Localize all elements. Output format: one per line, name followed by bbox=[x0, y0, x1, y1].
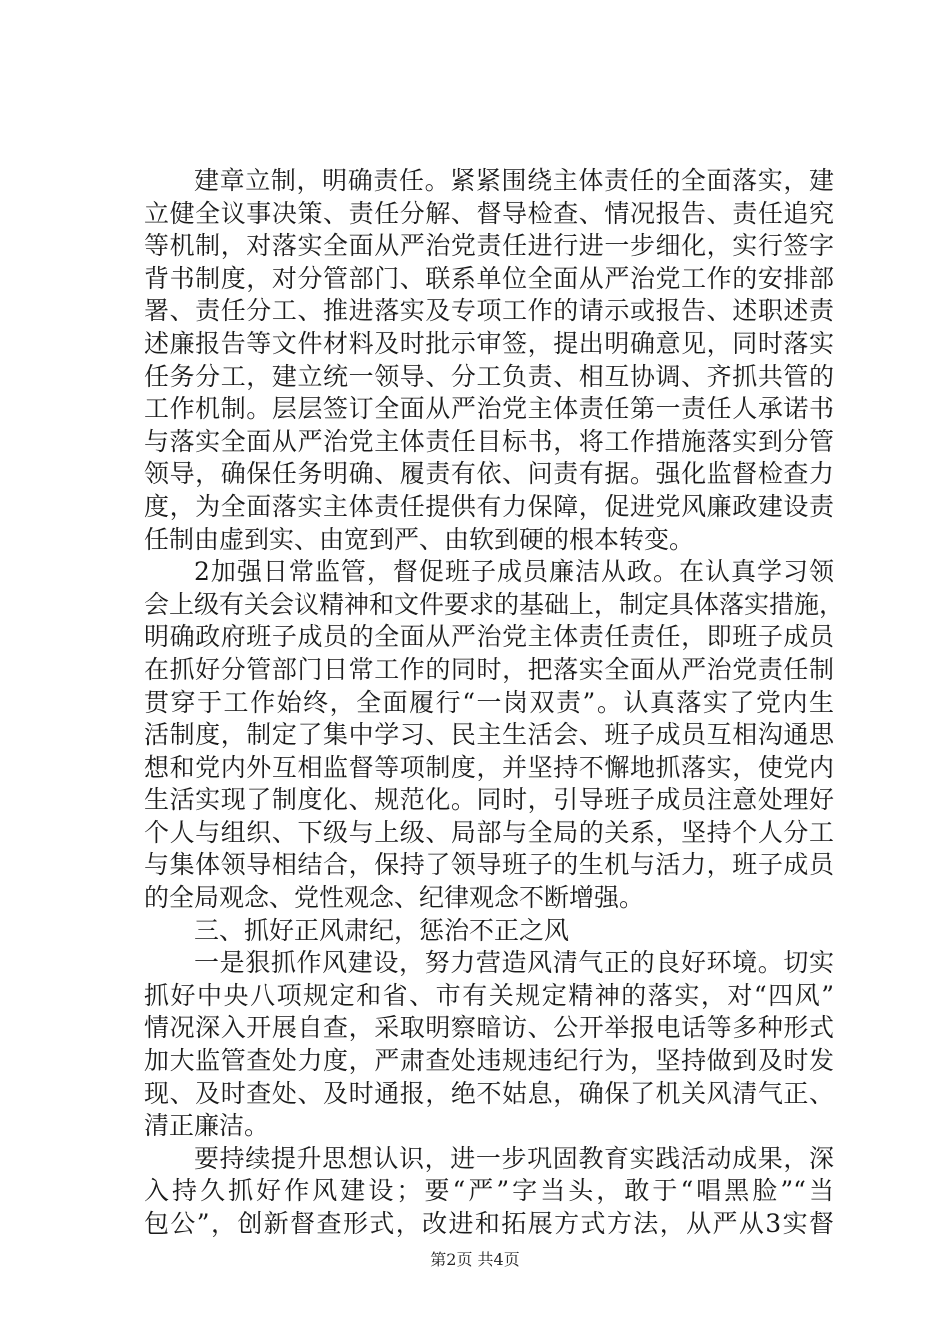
text-line: 2加强日常监管，督促班子成员廉洁从政。在认真学习领 bbox=[194, 557, 834, 587]
text-line: 领导，确保任务明确、履责有依、问责有据。强化监督检查力 bbox=[144, 459, 834, 489]
text-line: 建章立制，明确责任。紧紧围绕主体责任的全面落实，建 bbox=[194, 166, 834, 195]
text-line: 一是狠抓作风建设，努力营造风清气正的良好环境。切实 bbox=[194, 948, 834, 978]
text-line: 贯穿于工作始终，全面履行“一岗双责”。认真落实了党内生 bbox=[144, 687, 834, 717]
text-line: 立健全议事决策、责任分解、督导检查、情况报告、责任追究 bbox=[144, 198, 834, 228]
page-footer: 第2页 共4页 bbox=[430, 1250, 520, 1269]
text-line: 包公”，创新督查形式，改进和拓展方式方法，从严从3实督 bbox=[144, 1209, 834, 1238]
text-line: 个人与组织、下级与上级、局部与全局的关系，坚持个人分工 bbox=[144, 817, 834, 847]
text-line: 清正廉洁。 bbox=[144, 1111, 270, 1141]
text-line: 加大监管查处力度，严肃查处违规违纪行为，坚持做到及时发 bbox=[144, 1046, 834, 1076]
text-line: 与落实全面从严治党主体责任目标书，将工作措施落实到分管 bbox=[144, 426, 834, 456]
text-line: 背书制度，对分管部门、联系单位全面从严治党工作的安排部 bbox=[144, 263, 834, 293]
text-line: 抓好中央八项规定和省、市有关规定精神的落实，对“四风” bbox=[144, 980, 834, 1010]
text-line: 三、抓好正风肃纪，惩治不正之风 bbox=[194, 915, 570, 945]
document-body bbox=[144, 165, 845, 1241]
text-line: 在抓好分管部门日常工作的同时，把落实全面从严治党责任制 bbox=[144, 654, 834, 684]
text-line: 生活实现了制度化、规范化。同时，引导班子成员注意处理好 bbox=[144, 785, 834, 815]
text-line: 等机制，对落实全面从严治党责任进行进一步细化，实行签字 bbox=[144, 231, 834, 261]
text-line: 的全局观念、党性观念、纪律观念不断增强。 bbox=[144, 883, 645, 913]
text-line: 度，为全面落实主体责任提供有力保障，促进党风廉政建设责 bbox=[144, 491, 834, 521]
text-line: 现、及时查处、及时通报，绝不姑息，确保了机关风清气正、 bbox=[144, 1078, 834, 1108]
text-line: 会上级有关会议精神和文件要求的基础上，制定具体落实措施， bbox=[144, 589, 845, 619]
text-line: 活制度，制定了集中学习、民主生活会、班子成员互相沟通思 bbox=[144, 720, 834, 750]
text-line: 署、责任分工、推进落实及专项工作的请示或报告、述职述责 bbox=[144, 296, 834, 326]
text-line: 想和党内外互相监督等项制度，并坚持不懈地抓落实，使党内 bbox=[144, 752, 834, 782]
text-line: 明确政府班子成员的全面从严治党主体责任责任，即班子成员 bbox=[144, 622, 834, 652]
text-line: 任制由虚到实、由宽到严、由软到硬的根本转变。 bbox=[144, 524, 695, 554]
text-line: 入持久抓好作风建设；要“严”字当头，敢于“唱黑脸”“当 bbox=[144, 1176, 834, 1206]
text-line: 述廉报告等文件材料及时批示审签，提出明确意见，同时落实 bbox=[144, 328, 834, 358]
text-line: 任务分工，建立统一领导、分工负责、相互协调、齐抓共管的 bbox=[144, 361, 834, 391]
text-line: 要持续提升思想认识，进一步巩固教育实践活动成果，深 bbox=[194, 1143, 834, 1173]
text-line: 情况深入开展自查，采取明察暗访、公开举报电话等多种形式 bbox=[144, 1013, 834, 1043]
text-line: 与集体领导相结合，保持了领导班子的生机与活力，班子成员 bbox=[144, 850, 834, 880]
text-line: 工作机制。层层签订全面从严治党主体责任第一责任人承诺书 bbox=[144, 394, 834, 424]
